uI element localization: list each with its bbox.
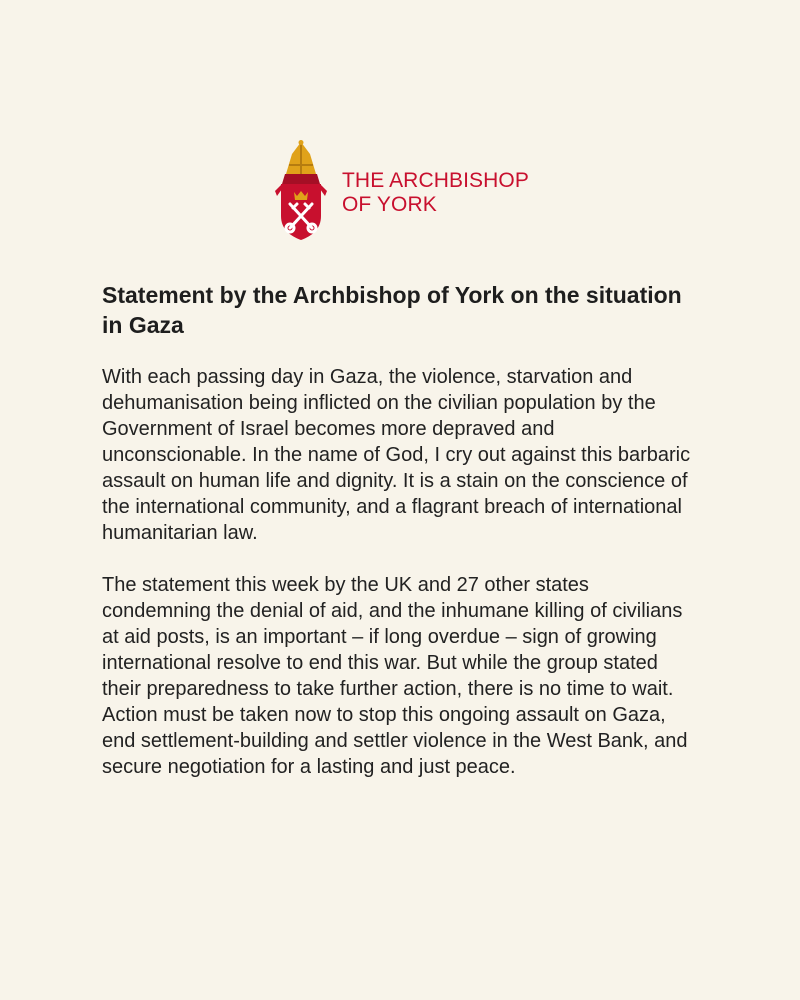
statement-content [102, 280, 702, 780]
statement-paragraph-1: With each passing day in Gaza, the violence, starvation and dehumanisation being inflicted on the civilian population by the Government of Israel becomes more depraved and unconscionable. In the name of God, I cry out against this barbaric assault on human life and dignity. It is a stain on the conscience of the international community, and a flagrant breach of international humanitarian law. [102, 366, 691, 544]
archbishop-crest-icon [272, 140, 330, 242]
archbishop-logo [272, 140, 529, 242]
logo-text-line2: OF YORK [342, 193, 437, 216]
statement-paragraph-2: The statement this week by the UK and 27 other states condemning the denial of aid, and the inhumane killing of civilians at aid posts, is an important – if long overdue – sign of growing international resolve to end this war. But while the group stated their preparedness to take further action, there is no time to wait. Action must be taken now to stop this ongoing assault on Gaza, end settlement-building and settler violence in the West Bank, and secure negotiation for a lasting and just peace. [102, 574, 688, 778]
logo-text [342, 169, 529, 217]
logo-text-line1: THE ARCHBISHOP [342, 169, 529, 192]
statement-title: Statement by the Archbishop of York on the situation in Gaza [102, 282, 682, 338]
